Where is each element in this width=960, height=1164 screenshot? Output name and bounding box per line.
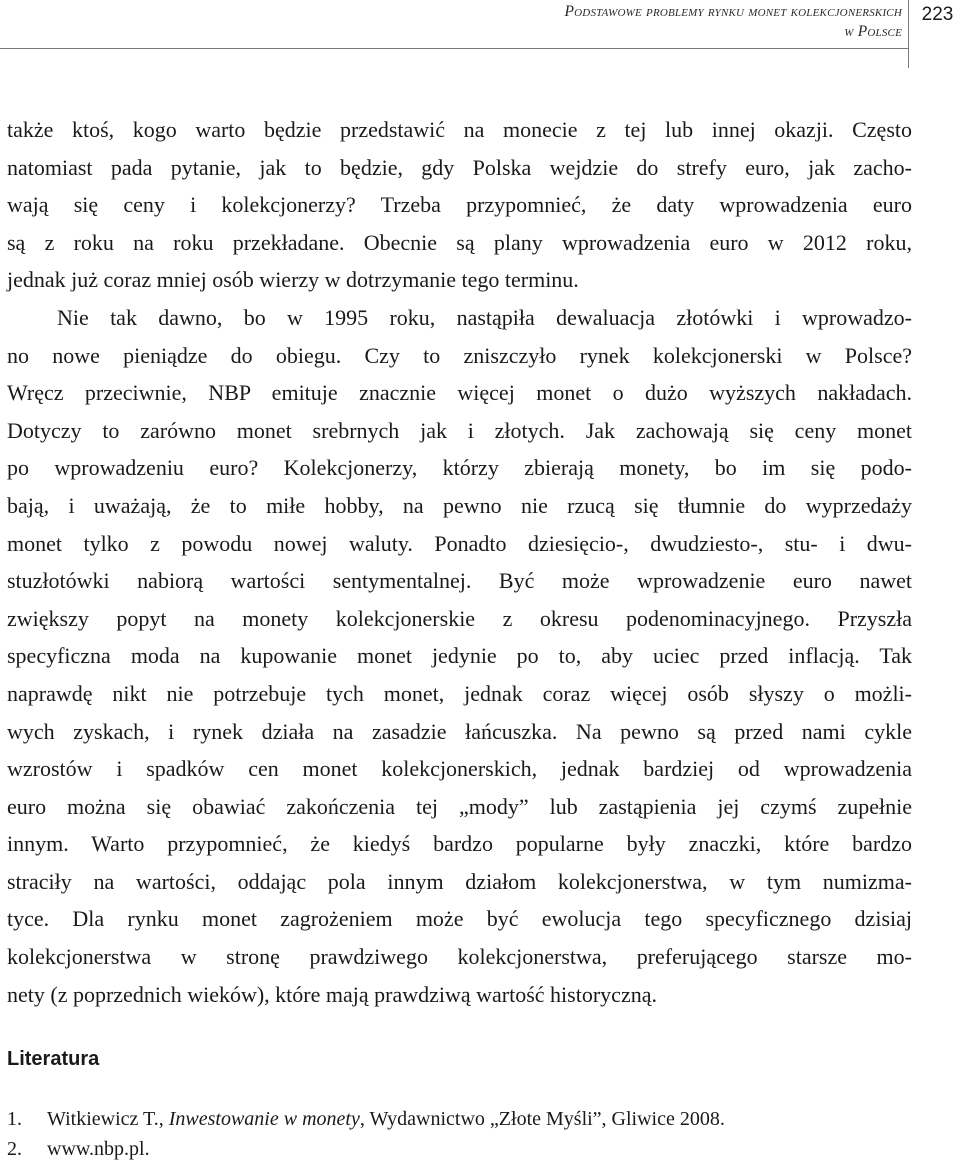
text-line: naprawdę nikt nie potrzebuje tych monet, jednak coraz więcej osób słyszy o możli- xyxy=(7,680,912,706)
running-head-line-2: w Polsce xyxy=(844,23,902,40)
literature-heading: Literatura xyxy=(7,1048,100,1070)
reference-author: www.nbp.pl. xyxy=(47,1138,150,1160)
text-line: straciły na wartości, oddając pola innym działom kolekcjonerstwa, w tym numizma- xyxy=(7,868,912,894)
header-rule-horizontal xyxy=(0,48,908,49)
page-number: 223 xyxy=(921,4,954,25)
text-line: Wręcz przeciwnie, NBP emituje znacznie więcej monet o dużo wyższych nakładach. xyxy=(7,380,912,406)
text-line: monet tylko z powodu nowej waluty. Ponadto dziesięcio-, dwudziesto-, stu- i dwu- xyxy=(7,530,912,556)
text-line: także ktoś, kogo warto będzie przedstawić na monecie z tej lub innej okazji. Często xyxy=(7,117,912,142)
header-rule-vertical xyxy=(908,0,909,68)
reference-item xyxy=(7,1134,907,1164)
text-line: zwiększy popyt na monety kolekcjonerskie z okresu podenominacyjnego. Przyszła xyxy=(7,605,912,631)
text-line: tyce. Dla rynku monet zagrożeniem może być ewolucja tego specyficznego dzisiaj xyxy=(7,906,912,932)
text-line: Nie tak dawno, bo w 1995 roku, nastąpiła dewaluacja złotówki i wprowadzo- xyxy=(57,304,912,330)
reference-title: Inwestowanie w monety xyxy=(168,1108,360,1130)
text-line: wych zyskach, i rynek działa na zasadzie łańcuszka. Na pewno są przed nami cykle xyxy=(7,718,912,744)
reference-number: 1. xyxy=(7,1108,22,1130)
text-line: no nowe pieniądze do obiegu. Czy to zniszczyło rynek kolekcjonerski w Polsce? xyxy=(7,342,912,368)
text-line: Dotyczy to zarówno monet srebrnych jak i złotych. Jak zachowają się ceny monet xyxy=(7,417,912,443)
text-line: euro można się obawiać zakończenia tej „mody” lub zastąpienia jej czymś zupełnie xyxy=(7,793,912,819)
text-line: jednak już coraz mniej osób wierzy w dotrzymanie tego terminu. xyxy=(7,267,579,293)
reference-number: 2. xyxy=(7,1138,22,1160)
text-line: wzrostów i spadków cen monet kolekcjonerskich, jednak bardziej od wprowadzenia xyxy=(7,756,912,782)
reference-author: Witkiewicz T., xyxy=(47,1108,169,1130)
text-line: kolekcjonerstwa w stronę prawdziwego kolekcjonerstwa, preferującego starsze mo- xyxy=(7,944,912,970)
reference-publication: , Wydawnictwo „Złote Myśli”, Gliwice 2008. xyxy=(359,1108,725,1130)
text-line: wają się ceny i kolekcjonerzy? Trzeba przypomnieć, że daty wprowadzenia euro xyxy=(7,192,912,218)
running-head-line-1: Podstawowe problemy rynku monet kolekcjonerskich xyxy=(564,3,902,20)
text-line: innym. Warto przypomnieć, że kiedyś bardzo popularne były znaczki, które bardzo xyxy=(7,831,912,857)
body-text xyxy=(7,111,912,1013)
text-line: bają, i uważają, że to miłe hobby, na pewno nie rzucą się tłumnie do wyprzedaży xyxy=(7,492,912,518)
text-line: natomiast pada pytanie, jak to będzie, gdy Polska wejdzie do strefy euro, jak zacho- xyxy=(7,154,912,180)
text-line: nety (z poprzednich wieków), które mają prawdziwą wartość historyczną. xyxy=(7,981,657,1007)
text-line: specyficzna moda na kupowanie monet jedynie po to, aby uciec przed inflacją. Tak xyxy=(7,643,912,669)
running-head xyxy=(342,2,902,42)
page-header xyxy=(0,0,960,70)
text-line: po wprowadzeniu euro? Kolekcjonerzy, którzy zbierają monety, bo im się podo- xyxy=(7,455,912,481)
text-line: są z roku na roku przekładane. Obecnie są plany wprowadzenia euro w 2012 roku, xyxy=(7,229,912,255)
reference-item xyxy=(7,1104,907,1134)
reference-list xyxy=(7,1104,907,1164)
text-line: stuzłotówki nabiorą wartości sentymentalnej. Być może wprowadzenie euro nawet xyxy=(7,568,912,594)
